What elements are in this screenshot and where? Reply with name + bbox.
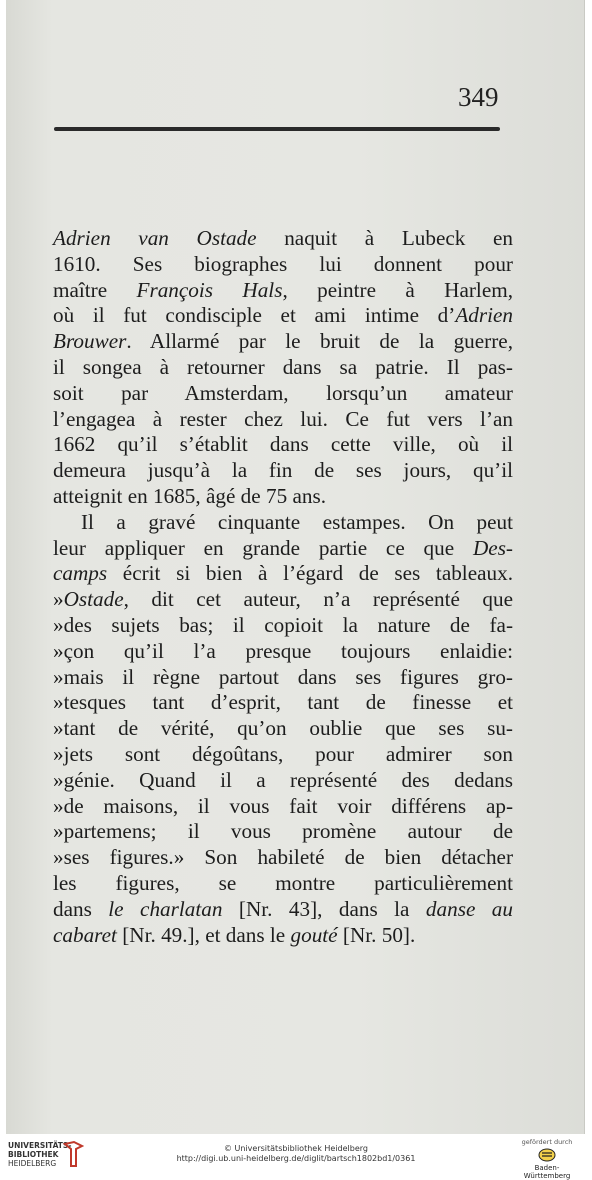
text-segment: . Allarmé par le bruit de la guerre, bbox=[126, 329, 513, 354]
text-segment: [Nr. 49.], et dans le bbox=[116, 922, 291, 947]
italic-text: cabaret bbox=[53, 922, 117, 947]
text-line bbox=[53, 278, 513, 304]
text-segment: »mais il règne partout dans ses figures gro- bbox=[53, 664, 513, 689]
text-segment: »de maisons, il vous fait voir différens ap- bbox=[53, 793, 513, 818]
text-line bbox=[53, 510, 513, 536]
text-segment: leur appliquer en grande partie ce que bbox=[53, 535, 473, 560]
library-name-line1: UNIVERSITÄTS- bbox=[8, 1141, 72, 1150]
italic-text: François Hals bbox=[136, 277, 283, 302]
text-segment: naquit à Lubeck en bbox=[256, 226, 513, 250]
text-segment: écrit si bien à l’égard de ses tableaux. bbox=[107, 561, 513, 586]
text-segment: »tant de vérité, qu’on oublie que ses su- bbox=[53, 716, 513, 741]
sponsor-label: gefördert durch bbox=[521, 1138, 573, 1146]
text-segment: , dit cet auteur, n’a représenté que bbox=[123, 587, 513, 612]
text-segment: » bbox=[53, 587, 64, 612]
italic-text: Des- bbox=[472, 535, 513, 560]
copyright-text: © Universitätsbibliothek Heidelberg bbox=[223, 1144, 368, 1153]
text-segment: l’engagea à rester chez lui. Ce fut vers l’an bbox=[53, 406, 513, 431]
text-segment: Il a gravé cinquante estampes. On peut bbox=[81, 509, 513, 534]
text-segment: »ses figures.» Son habileté de bien détacher bbox=[53, 845, 513, 870]
text-line bbox=[53, 923, 513, 949]
italic-text: gouté bbox=[290, 922, 338, 947]
text-segment: 1662 qu’il s’établit dans cette ville, où il bbox=[53, 432, 513, 457]
italic-text: Adrien van Ostade bbox=[53, 226, 257, 250]
text-segment: »des sujets bas; il copioit la nature de fa- bbox=[53, 612, 513, 637]
text-segment: il songea à retourner dans sa patrie. Il pas- bbox=[53, 354, 513, 379]
text-line bbox=[53, 329, 513, 355]
text-segment: dans bbox=[53, 896, 109, 921]
sponsor-name: Baden-Württemberg bbox=[523, 1164, 571, 1180]
body-text bbox=[53, 226, 513, 948]
text-segment: , peintre à Harlem, bbox=[282, 277, 513, 302]
footer bbox=[0, 1134, 592, 1178]
italic-text: danse au bbox=[425, 896, 513, 921]
text-line bbox=[53, 432, 513, 458]
text-line bbox=[53, 819, 513, 845]
text-segment: »tesques tant d’esprit, tant de finesse et bbox=[53, 690, 513, 715]
text-line bbox=[53, 665, 513, 691]
text-line bbox=[53, 458, 513, 484]
text-segment: les figures, se montre particulièrement bbox=[53, 870, 513, 895]
text-line bbox=[53, 639, 513, 665]
text-segment: soit par Amsterdam, lorsqu’un amateur bbox=[53, 380, 513, 405]
page-number: 349 bbox=[458, 82, 499, 112]
text-line bbox=[53, 690, 513, 716]
text-line bbox=[53, 613, 513, 639]
library-name-line2: BIBLIOTHEK bbox=[8, 1150, 59, 1159]
text-line bbox=[53, 561, 513, 587]
text-segment: »çon qu’il l’a presque toujours enlaidie: bbox=[53, 638, 513, 663]
text-segment: »partemens; il vous promène autour de bbox=[53, 819, 513, 844]
library-name-line3: HEIDELBERG bbox=[8, 1159, 57, 1168]
italic-text: Adrien bbox=[455, 303, 513, 328]
text-segment: 1610. Ses biographes lui donnent pour bbox=[53, 251, 513, 276]
text-segment: [Nr. 50]. bbox=[337, 922, 416, 947]
text-line bbox=[53, 226, 513, 252]
italic-text: Brouwer bbox=[53, 329, 127, 354]
text-line bbox=[53, 355, 513, 381]
text-segment: atteignit en 1685, âgé de 75 ans. bbox=[53, 483, 327, 508]
text-line bbox=[53, 716, 513, 742]
text-line bbox=[53, 407, 513, 433]
permalink[interactable]: http://digi.ub.uni-heidelberg.de/diglit/bartsch1802bd1/0361 bbox=[176, 1154, 416, 1163]
text-line bbox=[53, 794, 513, 820]
text-segment: »génie. Quand il a représenté des dedans bbox=[53, 767, 513, 792]
text-segment: [Nr. 43], dans la bbox=[222, 896, 426, 921]
text-line bbox=[53, 303, 513, 329]
text-line bbox=[53, 252, 513, 278]
text-segment: où il fut condisciple et ami intime d’ bbox=[53, 303, 456, 328]
copyright-notice bbox=[0, 1144, 592, 1164]
text-segment: »jets sont dégoûtans, pour admirer son bbox=[53, 741, 513, 766]
text-line bbox=[53, 871, 513, 897]
text-segment: maître bbox=[53, 277, 137, 302]
text-line bbox=[53, 484, 513, 510]
italic-text: camps bbox=[53, 561, 108, 586]
text-line bbox=[53, 381, 513, 407]
italic-text: le charlatan bbox=[108, 896, 223, 921]
text-segment: demeura jusqu’à la fin de ses jours, qu’il bbox=[53, 458, 513, 483]
sponsor bbox=[512, 1138, 582, 1180]
text-line bbox=[53, 768, 513, 794]
text-line bbox=[53, 742, 513, 768]
italic-text: Ostade bbox=[63, 587, 124, 612]
text-line bbox=[53, 536, 513, 562]
text-line bbox=[53, 897, 513, 923]
book-page bbox=[6, 0, 585, 1134]
text-line bbox=[53, 587, 513, 613]
state-crest-icon bbox=[538, 1148, 556, 1162]
text-line bbox=[53, 845, 513, 871]
header-rule bbox=[54, 127, 500, 131]
